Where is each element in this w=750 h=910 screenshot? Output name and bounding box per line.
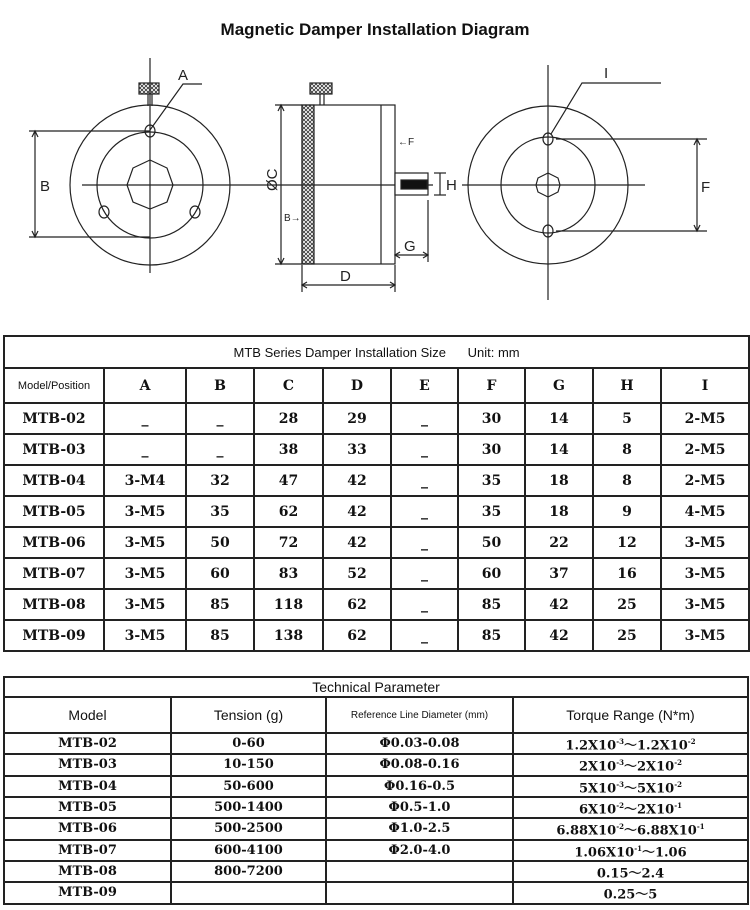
cell-diameter: Φ0.08-0.16 bbox=[326, 754, 513, 775]
table-cell: 3-M5 bbox=[104, 589, 186, 620]
table-cell: 2-M5 bbox=[661, 434, 749, 465]
column-header: Model bbox=[4, 697, 171, 733]
table-cell: 25 bbox=[593, 620, 661, 651]
torque-e1: -1 bbox=[634, 843, 642, 853]
table-cell: 42 bbox=[323, 527, 391, 558]
cell-model: MTB-07 bbox=[4, 840, 171, 861]
table-cell: 35 bbox=[458, 496, 525, 527]
cell-diameter: Φ1.0-2.5 bbox=[326, 818, 513, 839]
table-cell: 33 bbox=[323, 434, 391, 465]
torque-t1: 0.25～5 bbox=[603, 887, 658, 903]
table-cell: _ bbox=[391, 496, 458, 527]
table-cell: MTB-04 bbox=[4, 465, 104, 496]
torque-t2: ～1.06 bbox=[641, 844, 687, 860]
cell-model: MTB-05 bbox=[4, 797, 171, 818]
table-cell: 8 bbox=[593, 434, 661, 465]
cell-tension: 50-600 bbox=[171, 776, 326, 797]
installation-diagram bbox=[0, 0, 750, 320]
torque-e2: -1 bbox=[696, 822, 705, 832]
table-cell: 50 bbox=[186, 527, 254, 558]
cell-tension: 600-4100 bbox=[171, 840, 326, 861]
table-cell: 29 bbox=[323, 403, 391, 434]
table-row bbox=[4, 882, 748, 903]
torque-e2: -2 bbox=[674, 758, 683, 768]
cell-model: MTB-03 bbox=[4, 754, 171, 775]
table-cell: 8 bbox=[593, 465, 661, 496]
table-cell: 42 bbox=[525, 589, 593, 620]
label-f-arrow: ←F bbox=[398, 137, 415, 148]
table-cell: 35 bbox=[458, 465, 525, 496]
cell-model: MTB-02 bbox=[4, 733, 171, 754]
torque-t1: 1.06X10 bbox=[574, 844, 635, 860]
torque-e1: -3 bbox=[616, 737, 624, 746]
cell-diameter: Φ0.16-0.5 bbox=[326, 776, 513, 797]
cell-tension: 0-60 bbox=[171, 733, 326, 754]
table-cell: 85 bbox=[186, 589, 254, 620]
cell-model: MTB-06 bbox=[4, 818, 171, 839]
label-a: A bbox=[178, 67, 189, 84]
table-row bbox=[4, 861, 748, 882]
table-cell: 28 bbox=[254, 403, 323, 434]
installation-size-table bbox=[3, 335, 750, 652]
size-table-caption: MTB Series Damper Installation Size Unit: mm bbox=[4, 336, 749, 368]
table-cell: 32 bbox=[186, 465, 254, 496]
cell-torque bbox=[513, 776, 748, 797]
table-cell: 42 bbox=[323, 496, 391, 527]
label-i: I bbox=[604, 65, 609, 82]
table-cell: 118 bbox=[254, 589, 323, 620]
table-cell: MTB-06 bbox=[4, 527, 104, 558]
cell-tension bbox=[171, 882, 326, 903]
table-cell: 62 bbox=[323, 589, 391, 620]
cell-tension: 800-7200 bbox=[171, 861, 326, 882]
table-cell: 85 bbox=[458, 589, 525, 620]
torque-t1: 6X10 bbox=[578, 802, 617, 818]
cell-torque bbox=[513, 797, 748, 818]
torque-t2: ～6.88X10 bbox=[624, 823, 697, 839]
table-cell: 3-M5 bbox=[104, 496, 186, 527]
torque-t2: ～2X10 bbox=[624, 802, 675, 818]
table-cell: MTB-07 bbox=[4, 558, 104, 589]
cell-diameter: Φ2.0-4.0 bbox=[326, 840, 513, 861]
table-cell: MTB-05 bbox=[4, 496, 104, 527]
table-cell: _ bbox=[391, 589, 458, 620]
table-cell: 9 bbox=[593, 496, 661, 527]
column-header: G bbox=[525, 368, 593, 403]
table-cell: 3-M5 bbox=[661, 620, 749, 651]
table-cell: 2-M5 bbox=[661, 465, 749, 496]
table-row bbox=[4, 403, 749, 434]
table-row bbox=[4, 818, 748, 839]
cell-diameter bbox=[326, 861, 513, 882]
cell-torque bbox=[513, 882, 748, 903]
torque-e2: -2 bbox=[674, 779, 683, 789]
column-header: H bbox=[593, 368, 661, 403]
torque-e1: -3 bbox=[616, 779, 624, 789]
table-cell: _ bbox=[391, 620, 458, 651]
torque-t1: 5X10 bbox=[578, 780, 617, 796]
table-cell: 62 bbox=[323, 620, 391, 651]
cell-tension: 10-150 bbox=[171, 754, 326, 775]
table-cell: 22 bbox=[525, 527, 593, 558]
torque-e2: -1 bbox=[674, 800, 683, 810]
cell-torque bbox=[513, 861, 748, 882]
table-cell: _ bbox=[391, 403, 458, 434]
column-header: I bbox=[661, 368, 749, 403]
table-cell: 38 bbox=[254, 434, 323, 465]
table-cell: 85 bbox=[186, 620, 254, 651]
table-cell: 83 bbox=[254, 558, 323, 589]
table-cell: 14 bbox=[525, 403, 593, 434]
label-h: H bbox=[446, 177, 457, 194]
table-cell: 3-M5 bbox=[661, 527, 749, 558]
table-cell: 42 bbox=[323, 465, 391, 496]
torque-e1: -3 bbox=[616, 758, 624, 768]
table-cell: 30 bbox=[458, 434, 525, 465]
table-row bbox=[4, 434, 749, 465]
column-header: D bbox=[323, 368, 391, 403]
diagram-title: Magnetic Damper Installation Diagram bbox=[220, 20, 530, 39]
table-cell: 14 bbox=[525, 434, 593, 465]
cell-model: MTB-09 bbox=[4, 882, 171, 903]
table-cell: 47 bbox=[254, 465, 323, 496]
table-cell: _ bbox=[391, 527, 458, 558]
table-cell: 18 bbox=[525, 496, 593, 527]
column-header: B bbox=[186, 368, 254, 403]
table-cell: 12 bbox=[593, 527, 661, 558]
table-cell: 52 bbox=[323, 558, 391, 589]
table-cell: _ bbox=[391, 465, 458, 496]
table-cell: _ bbox=[186, 434, 254, 465]
table-cell: 3-M5 bbox=[104, 527, 186, 558]
table-cell: 42 bbox=[525, 620, 593, 651]
cell-torque bbox=[513, 840, 748, 861]
torque-t1: 2X10 bbox=[578, 759, 617, 775]
table-cell: 18 bbox=[525, 465, 593, 496]
cell-model: MTB-08 bbox=[4, 861, 171, 882]
table-row bbox=[4, 558, 749, 589]
table-cell: 85 bbox=[458, 620, 525, 651]
table-cell: 5 bbox=[593, 403, 661, 434]
table-cell: MTB-03 bbox=[4, 434, 104, 465]
column-header: A bbox=[104, 368, 186, 403]
column-header: Reference Line Diameter (mm) bbox=[326, 697, 513, 733]
table-cell: 3-M5 bbox=[104, 620, 186, 651]
tech-table-caption: Technical Parameter bbox=[4, 677, 748, 697]
torque-e1: -2 bbox=[616, 800, 624, 810]
table-cell: 50 bbox=[458, 527, 525, 558]
table-cell: _ bbox=[186, 403, 254, 434]
column-header: Tension (g) bbox=[171, 697, 326, 733]
label-b: B bbox=[40, 178, 51, 195]
table-row bbox=[4, 465, 749, 496]
label-b-arrow: B→ bbox=[284, 213, 301, 224]
table-cell: 72 bbox=[254, 527, 323, 558]
cell-torque bbox=[513, 754, 748, 775]
cell-torque bbox=[513, 733, 748, 754]
cell-diameter: Φ0.03-0.08 bbox=[326, 733, 513, 754]
table-row bbox=[4, 754, 748, 775]
table-cell: 3-M5 bbox=[661, 589, 749, 620]
table-cell: 2-M5 bbox=[661, 403, 749, 434]
cell-tension: 500-2500 bbox=[171, 818, 326, 839]
torque-e2: -2 bbox=[687, 737, 696, 746]
column-header: E bbox=[391, 368, 458, 403]
table-cell: _ bbox=[104, 403, 186, 434]
table-cell: 62 bbox=[254, 496, 323, 527]
column-header: C bbox=[254, 368, 323, 403]
table-cell: 3-M4 bbox=[104, 465, 186, 496]
label-d: D bbox=[340, 268, 351, 285]
size-table-header bbox=[4, 368, 749, 403]
label-c: ØC bbox=[264, 168, 281, 191]
table-cell: 60 bbox=[186, 558, 254, 589]
table-cell: 25 bbox=[593, 589, 661, 620]
table-cell: _ bbox=[391, 434, 458, 465]
table-cell: _ bbox=[104, 434, 186, 465]
torque-t1: 0.15～2.4 bbox=[596, 866, 665, 882]
torque-e1: -2 bbox=[616, 822, 624, 832]
cell-diameter: Φ0.5-1.0 bbox=[326, 797, 513, 818]
column-header: F bbox=[458, 368, 525, 403]
table-cell: MTB-08 bbox=[4, 589, 104, 620]
side-view bbox=[275, 83, 446, 292]
table-cell: 3-M5 bbox=[661, 558, 749, 589]
table-row bbox=[4, 589, 749, 620]
table-cell: 60 bbox=[458, 558, 525, 589]
table-cell: 138 bbox=[254, 620, 323, 651]
tech-table-header bbox=[4, 697, 748, 733]
cell-diameter bbox=[326, 882, 513, 903]
column-header: Torque Range (N*m) bbox=[513, 697, 748, 733]
table-row bbox=[4, 776, 748, 797]
label-g: G bbox=[404, 238, 416, 255]
torque-t1: 1.2X10 bbox=[565, 738, 617, 754]
table-row bbox=[4, 496, 749, 527]
label-f: F bbox=[701, 179, 711, 196]
cell-tension: 500-1400 bbox=[171, 797, 326, 818]
rear-view-right bbox=[462, 65, 707, 300]
technical-parameter-table bbox=[3, 676, 749, 905]
table-row bbox=[4, 527, 749, 558]
table-cell: 16 bbox=[593, 558, 661, 589]
table-cell: 35 bbox=[186, 496, 254, 527]
table-cell: MTB-09 bbox=[4, 620, 104, 651]
cell-torque bbox=[513, 818, 748, 839]
torque-t1: 6.88X10 bbox=[556, 823, 617, 839]
table-row bbox=[4, 733, 748, 754]
table-cell: 4-M5 bbox=[661, 496, 749, 527]
torque-t2: ～2X10 bbox=[624, 759, 675, 775]
torque-t2: ～5X10 bbox=[624, 780, 675, 796]
cell-model: MTB-04 bbox=[4, 776, 171, 797]
table-cell: 37 bbox=[525, 558, 593, 589]
table-cell: MTB-02 bbox=[4, 403, 104, 434]
table-cell: 3-M5 bbox=[104, 558, 186, 589]
table-cell: 30 bbox=[458, 403, 525, 434]
table-row bbox=[4, 620, 749, 651]
column-header: Model/Position bbox=[4, 368, 104, 403]
torque-t2: ～1.2X10 bbox=[624, 738, 688, 754]
table-row bbox=[4, 840, 748, 861]
table-row bbox=[4, 797, 748, 818]
table-cell: _ bbox=[391, 558, 458, 589]
